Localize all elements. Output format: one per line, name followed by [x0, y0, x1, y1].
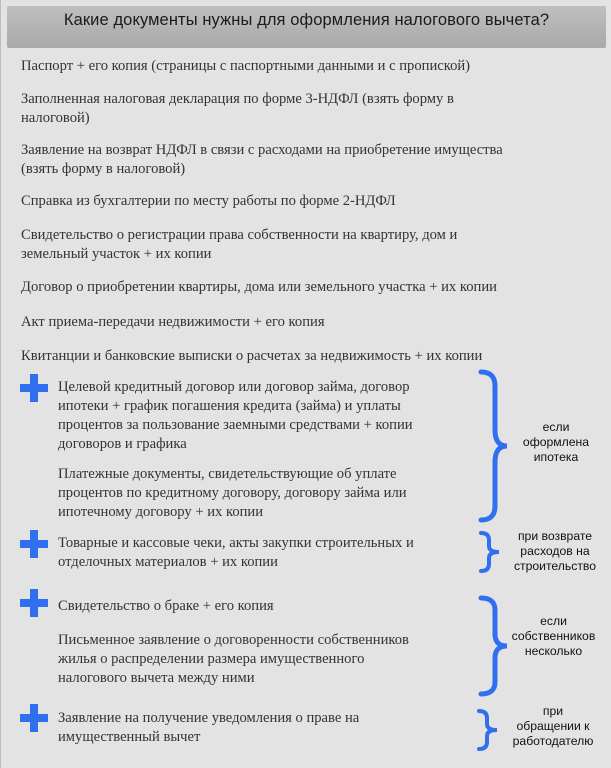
list-item-line: договоров и графика: [58, 436, 187, 452]
list-item-line: Договор о приобретении квартиры, дома или земельного участка + их копии: [21, 279, 497, 295]
list-item-contract: [21, 278, 497, 297]
list-item-2ndfl: [21, 192, 396, 211]
note-line: несколько: [524, 644, 583, 658]
list-item-receipts: [21, 347, 482, 366]
list-item-line: процентов по кредитному договору, договору займа или: [58, 485, 407, 501]
plus-icon: [19, 529, 49, 559]
note-line: строительство: [513, 559, 597, 573]
note-line: при возврате: [517, 529, 593, 543]
note-line: если: [540, 614, 567, 628]
list-item-line: жилья о распределении размера имущественного: [58, 651, 365, 667]
list-item-line: отделочных материалов + их копии: [58, 554, 278, 570]
group-construction-note: [501, 529, 609, 574]
list-item-transfer-act: [21, 313, 325, 332]
list-item-line: Целевой кредитный договор или договор займа, договор: [58, 379, 410, 395]
list-item-line: Акт приема-передачи недвижимости + его копия: [21, 314, 325, 330]
list-item-line: налогового вычета между ними: [58, 670, 255, 686]
note-line: расходов на: [520, 544, 590, 558]
note-line: оформлена: [522, 435, 590, 449]
group-owners-item-agreement: [58, 631, 409, 688]
group-mortgage-item-payments: [58, 465, 407, 522]
plus-icon: [19, 373, 49, 403]
list-item-line: земельный участок + их копии: [21, 246, 212, 262]
list-item-declaration: [21, 90, 454, 128]
group-owners-item-marriage: [58, 597, 274, 616]
note-line: если: [542, 420, 570, 434]
list-item-application: [21, 141, 503, 179]
note-line: ипотека: [533, 450, 579, 464]
list-item-line: Свидетельство о браке + его копия: [58, 598, 274, 614]
note-line: собственников: [511, 629, 596, 643]
group-employer-item-notification: [58, 709, 359, 747]
group-mortgage-item-loan: [58, 378, 413, 454]
list-item-line: имущественный вычет: [58, 729, 201, 745]
page-title: Какие документы нужны для оформления налогового вычета?: [63, 11, 550, 29]
plus-icon: [19, 588, 49, 618]
note-line: обращении к: [516, 719, 590, 733]
list-item-line: Письменное заявление о договоренности собственников: [58, 632, 409, 648]
list-item-line: (взять форму в налоговой): [21, 161, 186, 177]
list-item-line: ипотеки + график погашения кредита (займа) и уплаты: [58, 398, 401, 414]
list-item-line: Платежные документы, свидетельствующие об уплате: [58, 466, 397, 482]
list-item-passport: [21, 57, 470, 76]
group-employer-note: [497, 704, 609, 749]
note-line: при: [542, 704, 564, 718]
list-item-line: Паспорт + его копия (страницы с паспортными данными и с пропиской): [21, 58, 471, 74]
list-item-line: Заявление на возврат НДФЛ в связи с расходами на приобретение имущества: [21, 142, 503, 158]
group-owners-note: [501, 614, 606, 659]
note-line: работодателю: [512, 734, 594, 748]
list-item-line: ипотечному договору + их копии: [58, 504, 264, 520]
list-item-line: Справка из бухгалтерии по месту работы по форме 2-НДФЛ: [21, 193, 396, 209]
list-item-line: Заполненная налоговая декларация по форме 3-НДФЛ (взять форму в: [21, 91, 454, 107]
list-item-line: Квитанции и банковские выписки о расчетах за недвижимость + их копии: [21, 348, 483, 364]
list-item-line: процентов за пользование заемными средствами + копии: [58, 417, 413, 433]
list-item-line: налоговой): [21, 110, 90, 126]
list-item-line: Заявление на получение уведомления о праве на: [58, 710, 360, 726]
plus-icon: [19, 703, 49, 733]
list-item-ownership: [21, 226, 457, 264]
list-item-line: Товарные и кассовые чеки, акты закупки строительных и: [58, 535, 414, 551]
group-construction-item-receipts: [58, 534, 414, 572]
group-mortgage-note: [506, 420, 606, 465]
list-item-line: Свидетельство о регистрации права собственности на квартиру, дом и: [21, 227, 458, 243]
